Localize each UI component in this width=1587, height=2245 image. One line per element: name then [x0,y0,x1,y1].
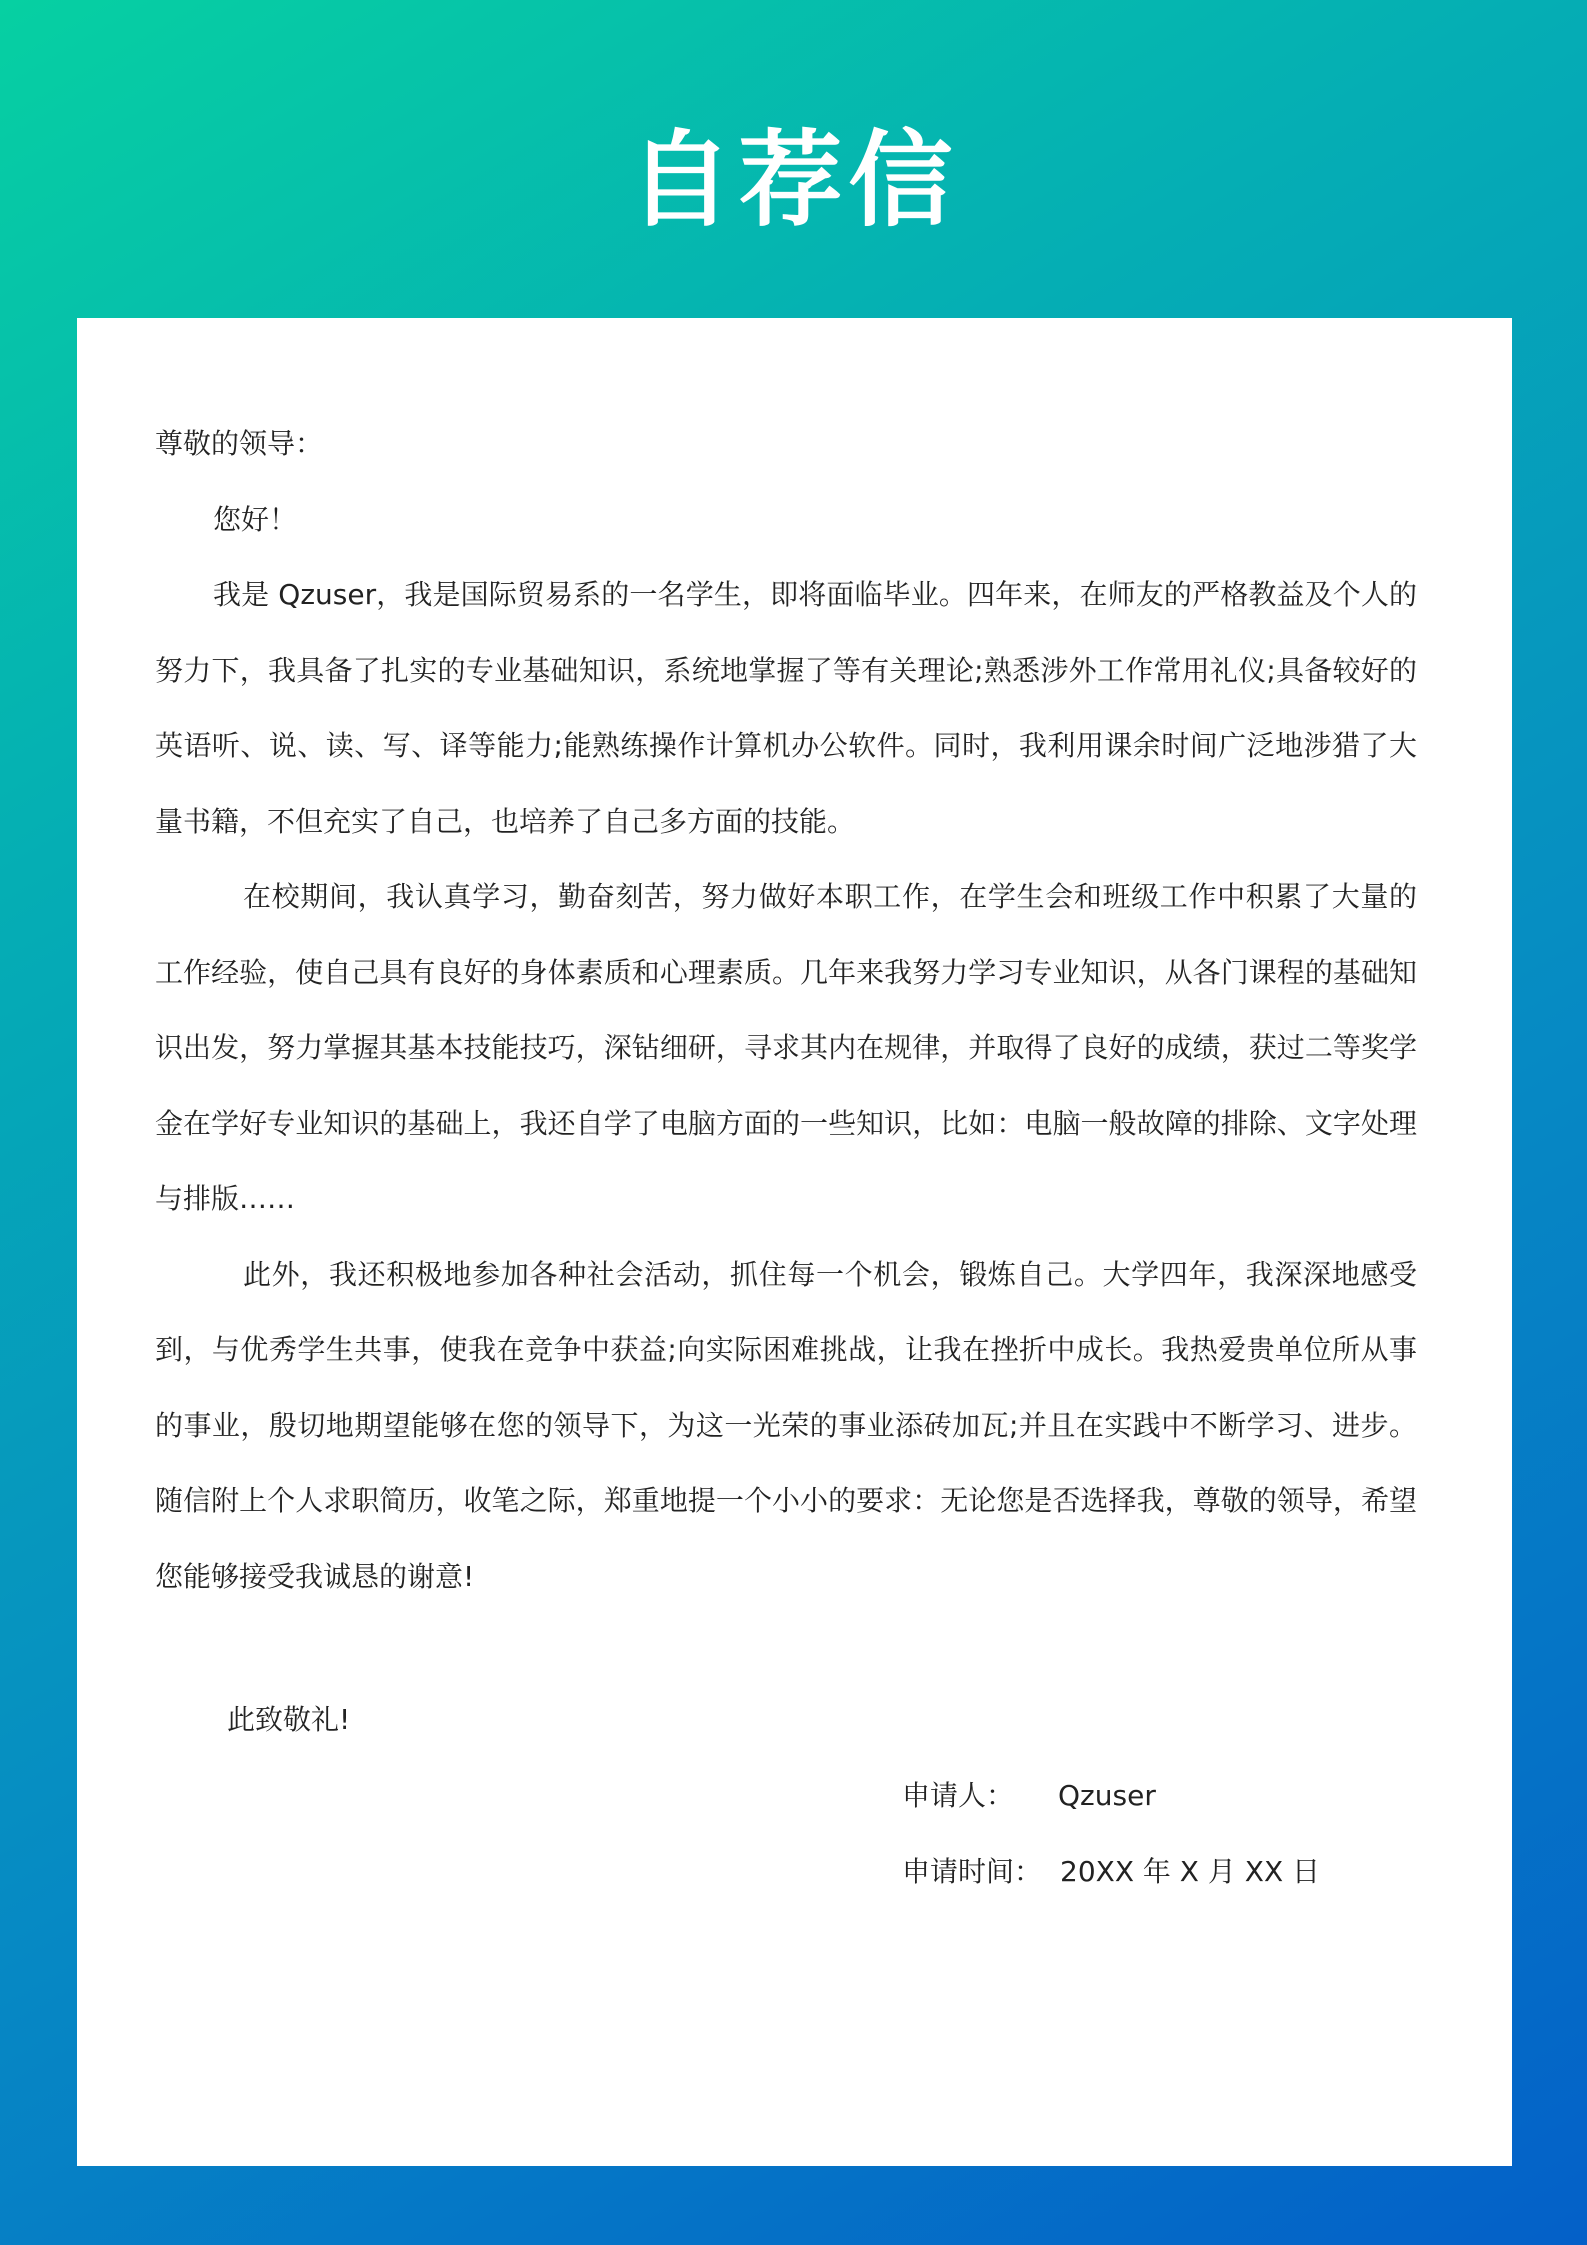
closing-text: 此致敬礼! [227,1703,351,1736]
letter-panel [77,318,1512,2166]
signature-block [902,1758,1320,1909]
date-label: 申请时间： [902,1854,1043,1888]
date-value: 20XX 年 X 月 XX 日 [1060,1854,1321,1888]
date-row [902,1834,1320,1910]
applicant-row [902,1758,1320,1834]
letter-body [155,406,1417,1614]
applicant-label: 申请人： [902,1779,1015,1812]
letter-salutation: 尊敬的领导： [155,427,324,460]
letter-paragraph: 我是 Qzuser，我是国际贸易系的一名学生，即将面临毕业。四年来，在师友的严格教益及个人的努力下，我具备了扎实的专业基础知识，系统地掌握了等有关理论;熟悉涉外工作常用礼仪;具备较好的英语听、说、读、写、译等能力;能熟练操作计算机办公软件。同时，我利用课余时间广泛地涉猎了大量书籍，不但充实了自己，也培养了自己多方面的技能。 [155,578,1417,838]
letter-paragraph: 在校期间，我认真学习，勤奋刻苦，努力做好本职工作，在学生会和班级工作中积累了大量的工作经验，使自己具有良好的身体素质和心理素质。几年来我努力学习专业知识，从各门课程的基础知识出发，努力掌握其基本技能技巧，深钻细研，寻求其内在规律，并取得了良好的成绩，获过二等奖学金在学好专业知识的基础上，我还自学了电脑方面的一些知识，比如：电脑一般故障的排除、文字处理与排版…… [155,880,1417,1215]
letter-closing [227,1682,350,1758]
page-title: 自荐信 [628,119,959,241]
letter-greeting: 您好！ [213,502,298,536]
applicant-name: Qzuser [1058,1779,1156,1812]
letter-paragraph: 此外，我还积极地参加各种社会活动，抓住每一个机会，锻炼自己。大学四年，我深深地感受到，与优秀学生共事，使我在竞争中获益;向实际困难挑战，让我在挫折中成长。我热爱贵单位所从事的事业，殷切地期望能够在您的领导下，为这一光荣的事业添砖加瓦;并且在实践中不断学习、进步。随信附上个人求职简历，收笔之际，郑重地提一个小小的要求：无论您是否选择我，尊敬的领导，希望您能够接受我诚恳的谢意! [155,1257,1417,1593]
